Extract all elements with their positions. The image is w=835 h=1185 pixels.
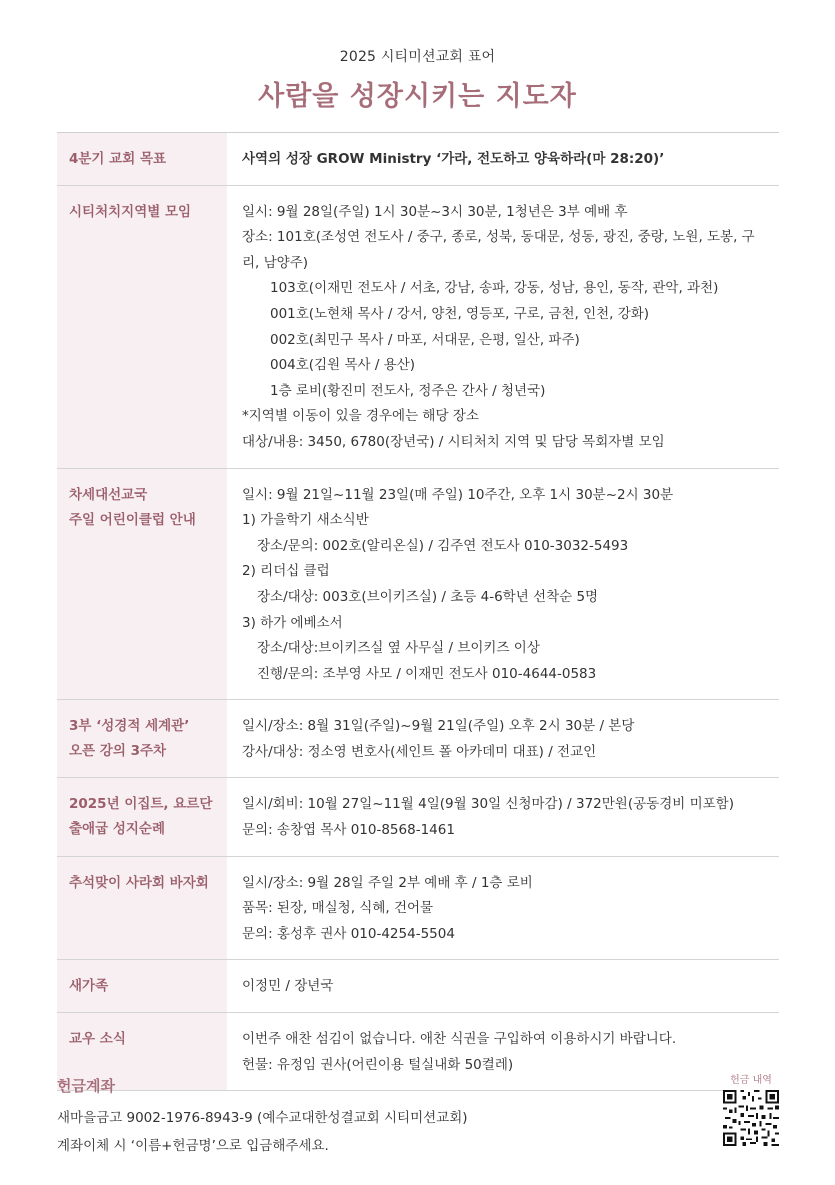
offering-footer [57, 1075, 779, 1154]
transfer-note: 계좌이체 시 ‘이름+헌금명’으로 입금해주세요. [57, 1138, 329, 1154]
schedule-line: 일시: 9월 21일~11월 23일(매 주일) 10주간, 오후 1시 30분~2시 30분 [242, 486, 674, 503]
row-label: 4분기 교회 목표 [57, 133, 227, 185]
table-row [57, 186, 779, 469]
schedule-line: 일시: 9월 28일(주일) 1시 30분~3시 30분, 1청년은 3부 예배 후 [242, 203, 628, 220]
qr-label: 헌금 내역 [730, 1075, 772, 1086]
news-line: 헌물: 유정임 권사(어린이용 털실내화 50켤레) [242, 1056, 514, 1073]
table-row [57, 469, 779, 701]
row-content [227, 857, 779, 960]
header [0, 0, 835, 113]
table-row [57, 133, 779, 186]
location-line: 장소: 101호(조성연 전도사 / 중구, 종로, 성북, 동대문, 성동, 광진, 중랑, 노원, 도봉, 구리, 남양주) [242, 229, 755, 271]
motto-title: 사람을 성장시키는 지도자 [258, 81, 577, 112]
row-label: 차세대선교국 주일 어린이클럽 안내 [57, 469, 227, 700]
program-title: 2) 리더십 클럽 [242, 563, 330, 580]
program-detail: 장소/대상:브이키즈실 옆 사무실 / 브이키즈 이상 [257, 640, 540, 657]
news-line: 이번주 애찬 섬김이 없습니다. 애찬 식권을 구입하여 이용하시기 바랍니다. [242, 1031, 677, 1048]
schedule-line: 일시/장소: 8월 31일(주일)~9월 21일(주일) 오후 2시 30분 / 본당 [242, 718, 635, 735]
motto-subtitle: 2025 시티미션교회 표어 [339, 49, 496, 65]
table-row [57, 700, 779, 778]
location-line: 1층 로비(황진미 전도사, 정주은 간사 / 청년국) [270, 382, 546, 399]
table-row [57, 778, 779, 856]
schedule-line: 일시/장소: 9월 28일 주일 2부 예배 후 / 1층 로비 [242, 874, 533, 891]
location-line: 004호(김원 목사 / 용산) [270, 357, 416, 374]
row-label: 교우 소식 [57, 1013, 227, 1090]
row-content [227, 186, 779, 468]
program-title: 3) 하가 에베소서 [242, 614, 343, 631]
speaker-line: 강사/대상: 정소영 변호사(세인트 폴 아카데미 대표) / 전교인 [242, 743, 597, 760]
note-line: *지역별 이동이 있을 경우에는 해당 장소 [242, 408, 479, 425]
location-line: 002호(최민구 목사 / 마포, 서대문, 은평, 일산, 파주) [270, 331, 580, 348]
row-content [227, 469, 779, 700]
table-row [57, 857, 779, 961]
program-detail: 진행/문의: 조부영 사모 / 이재민 전도사 010-4644-0583 [257, 665, 597, 682]
program-detail: 장소/문의: 002호(알리온실) / 김주연 전도사 010-3032-5493 [257, 537, 629, 554]
row-content [227, 700, 779, 777]
row-content [227, 960, 779, 1012]
row-content [227, 133, 779, 185]
contact-line: 문의: 송창엽 목사 010-8568-1461 [242, 822, 455, 839]
row-content [227, 778, 779, 855]
row-label: 추석맞이 사라회 바자회 [57, 857, 227, 960]
target-line: 대상/내용: 3450, 6780(장년국) / 시티처치 지역 및 담당 목회자별 모임 [242, 433, 665, 450]
new-family-line: 이정민 / 장년국 [242, 978, 334, 995]
location-line: 103호(이재민 전도사 / 서초, 강남, 송파, 강동, 성남, 용인, 동작, 관악, 과천) [270, 280, 719, 297]
goal-text: 사역의 성장 GROW Ministry ‘가라, 전도하고 양육하라(마 28:20)’ [242, 151, 665, 167]
table-row [57, 960, 779, 1013]
location-line: 001호(노현채 목사 / 강서, 양천, 영등포, 구로, 금천, 인천, 강화) [270, 305, 650, 322]
contact-line: 문의: 홍성후 권사 010-4254-5504 [242, 925, 455, 942]
row-label: 3부 ‘성경적 세계관’ 오픈 강의 3주차 [57, 700, 227, 777]
account-number: 새마을금고 9002-1976-8943-9 (예수교대한성결교회 시티미션교회) [57, 1110, 468, 1126]
row-label: 시티처치지역별 모임 [57, 186, 227, 468]
qr-code-icon[interactable] [723, 1090, 779, 1146]
row-label: 새가족 [57, 960, 227, 1012]
qr-block[interactable] [723, 1071, 779, 1146]
schedule-line: 일시/회비: 10월 27일~11월 4일(9월 30일 신청마감) / 372만원(공동경비 미포함) [242, 796, 734, 813]
account-title: 헌금계좌 [57, 1077, 115, 1095]
program-detail: 장소/대상: 003호(브이키즈실) / 초등 4-6학년 선착순 5명 [257, 588, 599, 605]
program-title: 1) 가을학기 새소식반 [242, 512, 369, 529]
announcements-table [57, 132, 779, 1091]
items-line: 품목: 된장, 매실청, 식혜, 건어물 [242, 900, 434, 917]
row-label: 2025년 이집트, 요르단 출애굽 성지순례 [57, 778, 227, 855]
